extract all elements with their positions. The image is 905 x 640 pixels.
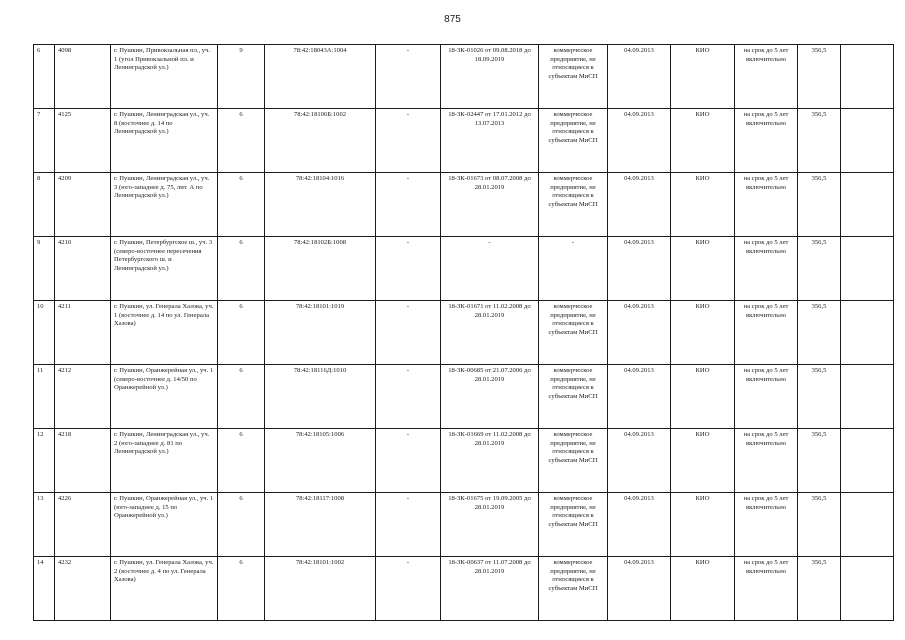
- status-cell: -: [539, 237, 608, 301]
- dash-cell: -: [376, 557, 441, 621]
- value-cell: 356,5: [798, 45, 841, 109]
- dash-cell: -: [376, 493, 441, 557]
- date-cell: 04.09.2013: [608, 557, 671, 621]
- status-cell: коммерческое предприятие, не относящиеся к субъектам МиСП: [539, 173, 608, 237]
- object-code-cell: 4226: [55, 493, 111, 557]
- row-number-cell: 9: [34, 237, 55, 301]
- cadastral-cell: 78:42:18102Б:1008: [265, 237, 376, 301]
- value-cell: 356,5: [798, 429, 841, 493]
- table-row: [34, 301, 894, 365]
- contract-cell: 18-ЗК-02447 от 17.01.2012 до 13.07.2013: [441, 109, 539, 173]
- object-code-cell: 4210: [55, 237, 111, 301]
- status-cell: коммерческое предприятие, не относящиеся к субъектам МиСП: [539, 493, 608, 557]
- agency-cell: КИО: [671, 365, 735, 429]
- object-code-cell: 4209: [55, 173, 111, 237]
- value-cell: 356,5: [798, 237, 841, 301]
- table-row: [34, 429, 894, 493]
- object-code-cell: 4212: [55, 365, 111, 429]
- table-row: [34, 365, 894, 429]
- dash-cell: -: [376, 109, 441, 173]
- status-cell: коммерческое предприятие, не относящиеся к субъектам МиСП: [539, 429, 608, 493]
- contract-cell: 18-ЗК-01026 от 09.08.2018 до 18.09.2019: [441, 45, 539, 109]
- date-cell: 04.09.2013: [608, 301, 671, 365]
- value-cell: 356,5: [798, 173, 841, 237]
- term-cell: на срок до 5 лет включительно: [735, 557, 798, 621]
- count-cell: 6: [218, 557, 265, 621]
- term-cell: на срок до 5 лет включительно: [735, 109, 798, 173]
- empty-cell: [841, 45, 894, 109]
- register-table: [33, 44, 894, 621]
- row-number-cell: 6: [34, 45, 55, 109]
- cadastral-cell: 78:42:18116Д:1010: [265, 365, 376, 429]
- object-code-cell: 4125: [55, 109, 111, 173]
- contract-cell: 18-ЗК-01671 от 11.02.2008 до 28.01.2019: [441, 301, 539, 365]
- term-cell: на срок до 5 лет включительно: [735, 237, 798, 301]
- row-number-cell: 8: [34, 173, 55, 237]
- contract-cell: 18-ЗК-00637 от 11.07.2008 до 28.01.2019: [441, 557, 539, 621]
- agency-cell: КИО: [671, 45, 735, 109]
- dash-cell: -: [376, 429, 441, 493]
- agency-cell: КИО: [671, 237, 735, 301]
- row-number-cell: 14: [34, 557, 55, 621]
- empty-cell: [841, 301, 894, 365]
- date-cell: 04.09.2013: [608, 173, 671, 237]
- value-cell: 356,5: [798, 557, 841, 621]
- row-number-cell: 12: [34, 429, 55, 493]
- table-row: [34, 237, 894, 301]
- cadastral-cell: 78:42:18106Б:1002: [265, 109, 376, 173]
- contract-cell: 18-ЗК-01669 от 11.02.2008 до 28.01.2019: [441, 429, 539, 493]
- table-row: [34, 557, 894, 621]
- address-cell: г. Пушкин, Петербургское ш., уч. 3 (северо-восточнее пересечения Петербургского ш. и Ленинградской ул.): [111, 237, 218, 301]
- status-cell: коммерческое предприятие, не относящиеся к субъектам МиСП: [539, 301, 608, 365]
- date-cell: 04.09.2013: [608, 109, 671, 173]
- empty-cell: [841, 237, 894, 301]
- empty-cell: [841, 365, 894, 429]
- agency-cell: КИО: [671, 493, 735, 557]
- dash-cell: -: [376, 365, 441, 429]
- value-cell: 356,5: [798, 365, 841, 429]
- address-cell: г. Пушкин, Ленинградская ул., уч. 2 (юго-западнее д. 81 по Ленинградской ул.): [111, 429, 218, 493]
- table-row: [34, 493, 894, 557]
- object-code-cell: 4098: [55, 45, 111, 109]
- empty-cell: [841, 109, 894, 173]
- cadastral-cell: 78:42:18043А:1004: [265, 45, 376, 109]
- address-cell: г. Пушкин, Ленинградская ул., уч. 3 (юго-западнее д. 75, лит. А по Ленинградской ул.): [111, 173, 218, 237]
- row-number-cell: 11: [34, 365, 55, 429]
- dash-cell: -: [376, 301, 441, 365]
- date-cell: 04.09.2013: [608, 237, 671, 301]
- count-cell: 6: [218, 301, 265, 365]
- date-cell: 04.09.2013: [608, 429, 671, 493]
- term-cell: на срок до 5 лет включительно: [735, 173, 798, 237]
- row-number-cell: 10: [34, 301, 55, 365]
- address-cell: г. Пушкин, Привокзальная пл., уч. 1 (угол Привокзальной пл. и Ленинградской ул.): [111, 45, 218, 109]
- row-number-cell: 13: [34, 493, 55, 557]
- status-cell: коммерческое предприятие, не относящиеся к субъектам МиСП: [539, 365, 608, 429]
- empty-cell: [841, 429, 894, 493]
- contract-cell: 18-ЗК-01675 от 19.09.2005 до 28.01.2019: [441, 493, 539, 557]
- term-cell: на срок до 5 лет включительно: [735, 45, 798, 109]
- count-cell: 6: [218, 429, 265, 493]
- count-cell: 6: [218, 173, 265, 237]
- status-cell: коммерческое предприятие, не относящиеся к субъектам МиСП: [539, 557, 608, 621]
- cadastral-cell: 78:42:18105:1006: [265, 429, 376, 493]
- term-cell: на срок до 5 лет включительно: [735, 301, 798, 365]
- dash-cell: -: [376, 45, 441, 109]
- value-cell: 356,5: [798, 301, 841, 365]
- cadastral-cell: 78:42:18101:1019: [265, 301, 376, 365]
- date-cell: 04.09.2013: [608, 493, 671, 557]
- dash-cell: -: [376, 237, 441, 301]
- term-cell: на срок до 5 лет включительно: [735, 429, 798, 493]
- empty-cell: [841, 493, 894, 557]
- cadastral-cell: 78:42:18101:1002: [265, 557, 376, 621]
- count-cell: 6: [218, 365, 265, 429]
- table-row: [34, 173, 894, 237]
- contract-cell: 18-ЗК-00685 от 21.07.2006 до 28.01.2019: [441, 365, 539, 429]
- empty-cell: [841, 173, 894, 237]
- address-cell: г. Пушкин, ул. Генерала Хазова, уч. 1 (восточнее д. 14 по ул. Генерала Хазова): [111, 301, 218, 365]
- date-cell: 04.09.2013: [608, 365, 671, 429]
- term-cell: на срок до 5 лет включительно: [735, 493, 798, 557]
- date-cell: 04.09.2013: [608, 45, 671, 109]
- table-row: [34, 45, 894, 109]
- row-number-cell: 7: [34, 109, 55, 173]
- value-cell: 356,5: [798, 493, 841, 557]
- empty-cell: [841, 557, 894, 621]
- object-code-cell: 4211: [55, 301, 111, 365]
- agency-cell: КИО: [671, 429, 735, 493]
- count-cell: 6: [218, 109, 265, 173]
- agency-cell: КИО: [671, 109, 735, 173]
- address-cell: г. Пушкин, Оранжерейная ул., уч. 1 (юго-западнее д. 15 по Оранжерейной ул.): [111, 493, 218, 557]
- cadastral-cell: 78:42:18104:1016: [265, 173, 376, 237]
- object-code-cell: 4232: [55, 557, 111, 621]
- count-cell: 6: [218, 493, 265, 557]
- status-cell: коммерческое предприятие, не относящиеся к субъектам МиСП: [539, 45, 608, 109]
- contract-cell: -: [441, 237, 539, 301]
- address-cell: г. Пушкин, ул. Генерала Хазова, уч. 2 (восточнее д. 4 по ул. Генерала Хазова): [111, 557, 218, 621]
- address-cell: г. Пушкин, Ленинградская ул., уч. 8 (восточнее д. 14 по Ленинградской ул.): [111, 109, 218, 173]
- cadastral-cell: 78:42:18117:1008: [265, 493, 376, 557]
- agency-cell: КИО: [671, 173, 735, 237]
- address-cell: г. Пушкин, Оранжерейная ул., уч. 1 (северо-восточнее д. 14/50 по Оранжерейной ул.): [111, 365, 218, 429]
- table-row: [34, 109, 894, 173]
- register-rows: [34, 45, 894, 621]
- count-cell: 6: [218, 237, 265, 301]
- agency-cell: КИО: [671, 557, 735, 621]
- contract-cell: 18-ЗК-01673 от 08.07.2008 до 28.01.2019: [441, 173, 539, 237]
- count-cell: 9: [218, 45, 265, 109]
- agency-cell: КИО: [671, 301, 735, 365]
- dash-cell: -: [376, 173, 441, 237]
- status-cell: коммерческое предприятие, не относящиеся к субъектам МиСП: [539, 109, 608, 173]
- value-cell: 356,5: [798, 109, 841, 173]
- term-cell: на срок до 5 лет включительно: [735, 365, 798, 429]
- object-code-cell: 4218: [55, 429, 111, 493]
- page-number: 875: [444, 14, 461, 25]
